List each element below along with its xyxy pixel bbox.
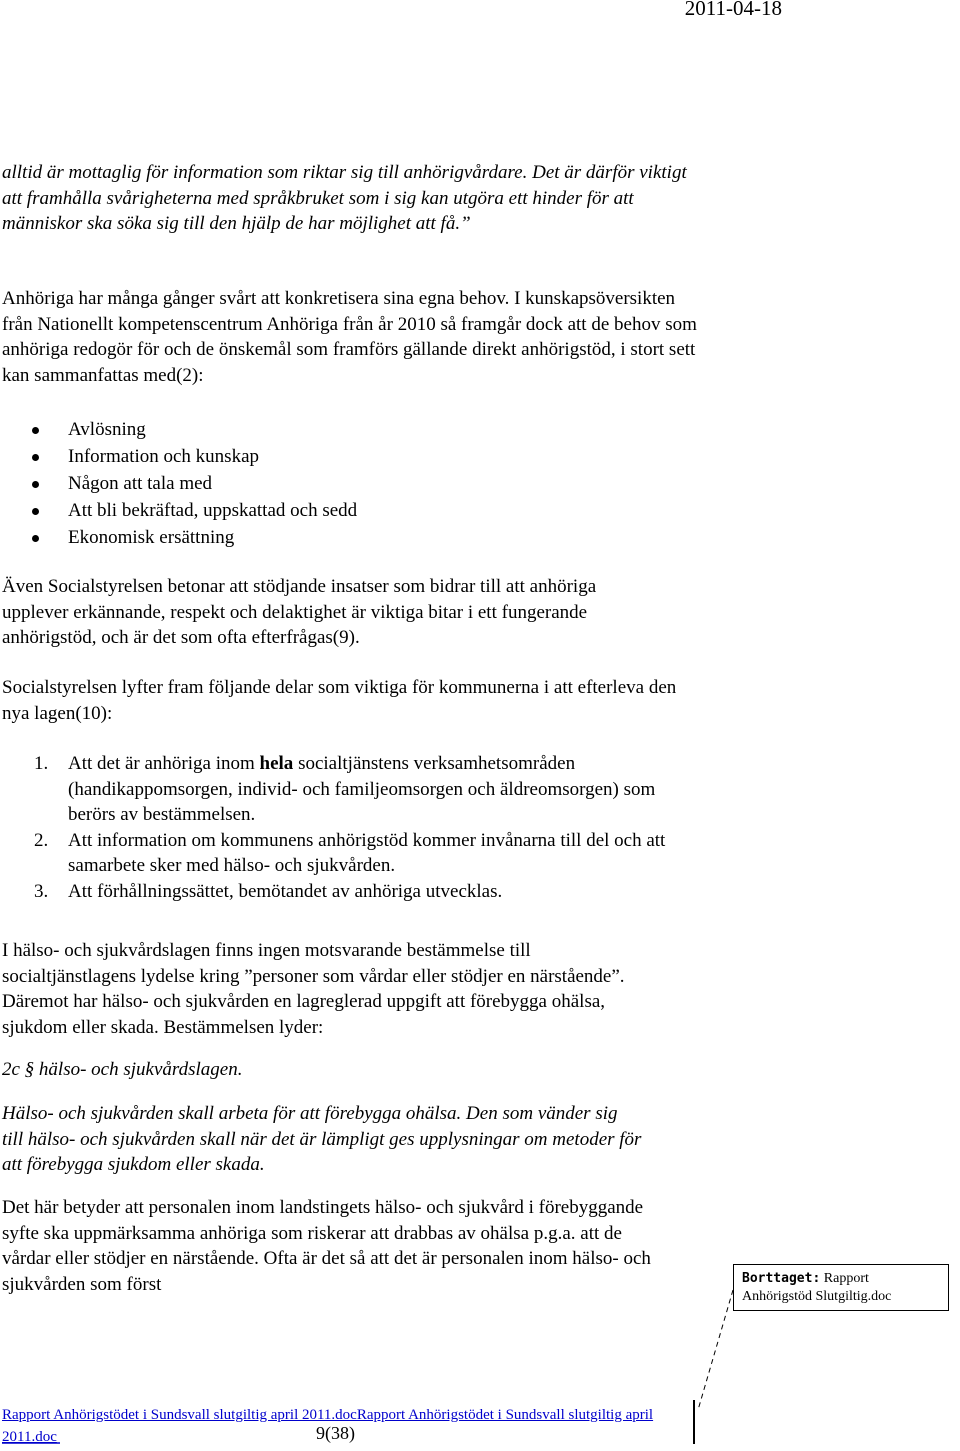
law-reference: 2c § hälso- och sjukvårdslagen. xyxy=(2,1059,243,1080)
list-item: Att bli bekräftad, uppskattad och sedd xyxy=(28,497,357,524)
list-text: socialtjänstens verksamhetsområden (handikappomsorgen, individ- och familjeomsorgen och äldreomsorgen) som berörs av bestämmelsen. xyxy=(68,753,656,825)
paragraph-needs: Anhöriga har många gånger svårt att konkretisera sina egna behov. I kunskapsöversikten från Nationellt kompetenscentrum Anhöriga från år 2010 så framgår dock att de behov som anhöriga redogör för och de önskemål som framförs gällande direkt anhörigstöd, i stort sett kan sammanfattas med(2): xyxy=(2,288,697,386)
list-text: Att information om kommunens anhörigstöd kommer invånarna till del och att samarbete sker med hälso- och sjukvården. xyxy=(68,829,666,876)
page-number: 9(38) xyxy=(316,1423,355,1443)
comment-balloon[interactable] xyxy=(733,1264,949,1311)
footer-file-link-cont[interactable]: 2011.doc xyxy=(2,1429,57,1445)
list-text-bold: hela xyxy=(259,753,294,774)
paragraph-meaning: Det här betyder att personalen inom landstingets hälso- och sjukvård i förebyggande syfte ska uppmärksamma anhöriga som riskerar att drabbas av ohälsa p.g.a. att de vårdar eller stödjer en närstående. Ofta är det så att det är personalen inom hälso- och sjukvården som först xyxy=(2,1197,651,1295)
list-text: Att förhållningssättet, bemötandet av anhöriga utvecklas. xyxy=(68,880,503,902)
footer-file-link[interactable]: Rapport Anhörigstödet i Sundsvall slutgiltig april 2011.docRapport Anhörigstödet i Sundsvall slutgiltig april xyxy=(2,1407,654,1423)
list-item: Information och kunskap xyxy=(28,443,357,470)
list-item: Ekonomisk ersättning xyxy=(28,524,357,551)
quote-paragraph: alltid är mottaglig för information som riktar sig till anhörigvårdare. Det är därför viktigt att framhålla svårigheterna med språkbruket som i sig kan utgöra ett hinder för att människor ska söka sig till den hjälp de har möjlighet att få.” xyxy=(2,162,687,234)
paragraph-lifts: Socialstyrelsen lyfter fram följande delar som viktiga för kommunerna i att efterleva den nya lagen(10): xyxy=(2,677,677,724)
list-number: 2. xyxy=(34,829,49,851)
list-item: Avlösning xyxy=(28,416,357,443)
comment-label: Borttaget: xyxy=(742,1271,821,1286)
list-text: Att det är anhöriga inom xyxy=(68,753,260,774)
list-item: Någon att tala med xyxy=(28,470,357,497)
law-text: Hälso- och sjukvården skall arbeta för att förebygga ohälsa. Den som vänder sig till hälso- och sjukvården skall när det är lämpligt ges upplysningar om metoder för att förebygga sjukdom eller skada. xyxy=(2,1103,642,1175)
list-number: 3. xyxy=(34,880,49,902)
paragraph-hsl: I hälso- och sjukvårdslagen finns ingen motsvarande bestämmelse till socialtjänstlagens lydelse kring ”personer som vårdar eller stödjer en närstående”. Däremot har hälso- och sjukvården en lagreglerad uppgift att förebygga ohälsa, sjukdom eller skada. Bestämmelsen lyder: xyxy=(2,940,625,1038)
paragraph-socialstyrelsen: Även Socialstyrelsen betonar att stödjande insatser som bidrar till att anhöriga upplever erkännande, respekt och delaktighet är viktiga bitar i ett fungerande anhörigstöd, och är det som ofta efterfrågas(9). xyxy=(2,576,597,648)
list-number: 1. xyxy=(34,753,49,774)
comment-text: Rapport Anhörigstöd Slutgiltig.doc xyxy=(742,1271,892,1304)
header-date: 2011-04-18 xyxy=(684,0,782,20)
